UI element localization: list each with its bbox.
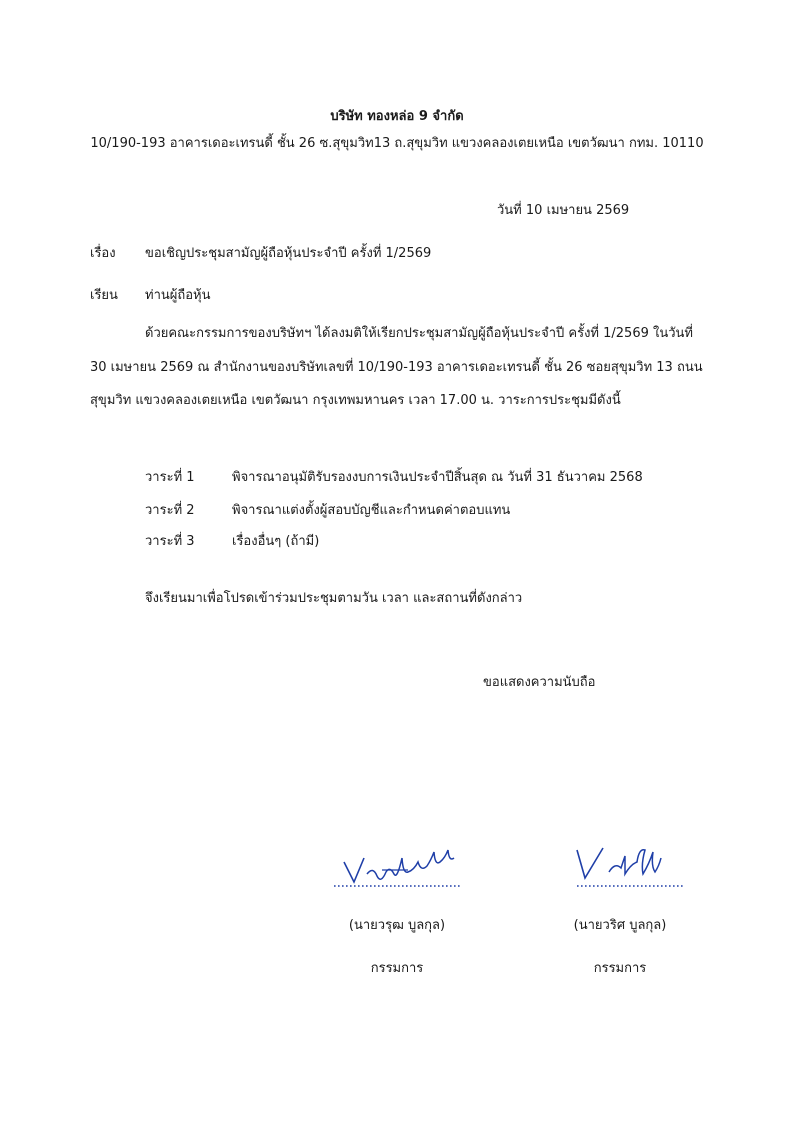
recipient-label: เรียน [90,288,118,303]
signature-right-image [535,840,705,890]
company-name: บริษัท ทองหล่อ 9 จำกัด [330,109,464,124]
body-line-2: 30 เมษายน 2569 ณ สำนักงานของบริษัทเลขที่ 10/190-193 อาคารเดอะเทรนดี้ ชั้น 26 ซอยสุขุมวิท 13 ถนน [90,360,703,375]
signature-block-right [535,840,705,976]
signature-block-left [312,840,482,976]
recipient-value: ท่านผู้ถือหุ้น [145,288,211,303]
body-line-3: สุขุมวิท แขวงคลองเตยเหนือ เขตวัฒนา กรุงเทพมหานคร เวลา 17.00 น. วาระการประชุมมีดังนี้ [90,393,621,408]
signatory-left-name: (นายวรุฒ บูลกุล) [348,918,446,933]
signatory-right-name: (นายวริศ บูลกุล) [573,918,667,933]
agenda-item-2-text: พิจารณาแต่งตั้งผู้สอบบัญชีและกำหนดค่าตอบแทน [232,503,511,518]
agenda-item-1-label: วาระที่ 1 [145,470,195,485]
signatory-right-title: กรรมการ [593,961,647,976]
signature-left-image [312,840,482,890]
regards-line: ขอแสดงความนับถือ [483,675,596,690]
company-address: 10/190-193 อาคารเดอะเทรนดี้ ชั้น 26 ซ.สุขุมวิท13 ถ.สุขุมวิท แขวงคลองเตยเหนือ เขตวัฒนา กทม. 10110 [90,136,704,151]
closing-line: จึงเรียนมาเพื่อโปรดเข้าร่วมประชุมตามวัน เวลา และสถานที่ดังกล่าว [145,591,523,606]
subject-value: ขอเชิญประชุมสามัญผู้ถือหุ้นประจำปี ครั้งที่ 1/2569 [145,246,432,261]
agenda-item-2-label: วาระที่ 2 [145,503,195,518]
letter-date: วันที่ 10 เมษายน 2569 [497,203,630,218]
agenda-item-3-label: วาระที่ 3 [145,534,195,549]
signatory-left-title: กรรมการ [370,961,424,976]
subject-label: เรื่อง [90,246,116,261]
agenda-item-1-text: พิจารณาอนุมัติรับรองงบการเงินประจำปีสิ้นสุด ณ วันที่ 31 ธันวาคม 2568 [232,470,643,485]
body-line-1: ด้วยคณะกรรมการของบริษัทฯ ได้ลงมติให้เรียกประชุมสามัญผู้ถือหุ้นประจำปี ครั้งที่ 1/2569 ในวันที่ [145,326,693,341]
agenda-item-3-text: เรื่องอื่นๆ (ถ้ามี) [232,534,320,549]
